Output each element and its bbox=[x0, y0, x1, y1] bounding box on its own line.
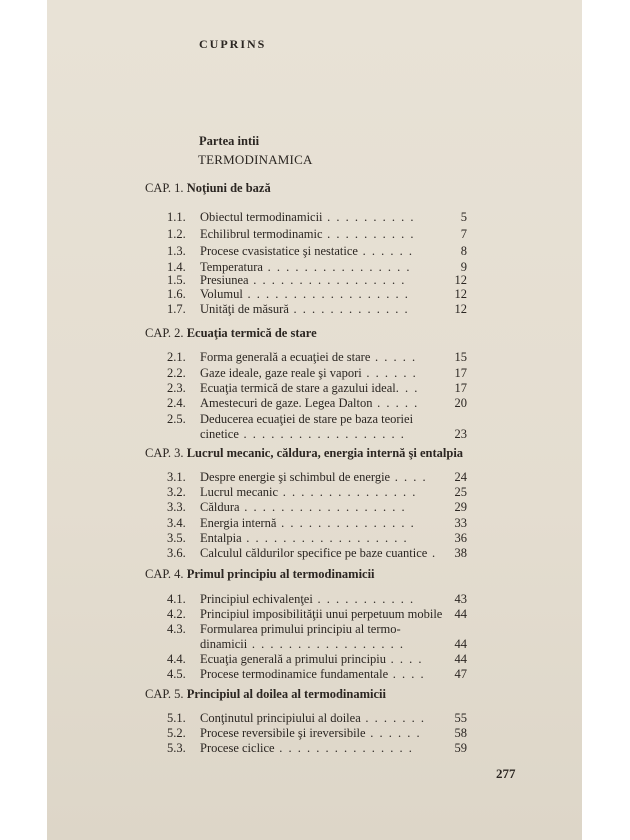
entry-text: Principiul imposibilităţii unui perpetuum mobile bbox=[200, 607, 443, 621]
entry-number: 5.2. bbox=[167, 726, 186, 740]
part-label: Partea intii bbox=[199, 134, 260, 148]
page-title: CUPRINS bbox=[199, 37, 267, 51]
entry-leader-dots: . . . . bbox=[388, 667, 426, 681]
entry-page: 25 bbox=[454, 485, 467, 499]
entry-title bbox=[200, 667, 425, 682]
entry-title bbox=[200, 366, 417, 381]
entry-title bbox=[200, 607, 442, 622]
entry-page: 47 bbox=[454, 667, 467, 681]
entry-number: 1.4. bbox=[167, 260, 186, 274]
entry-number: 3.4. bbox=[167, 516, 186, 530]
entry-number: 1.7. bbox=[167, 302, 186, 316]
entry-text: Temperatura bbox=[200, 260, 263, 274]
entry-title bbox=[200, 412, 413, 427]
entry-title bbox=[200, 210, 415, 225]
entry-title bbox=[200, 244, 413, 259]
entry-title bbox=[200, 470, 427, 485]
entry-page: 5 bbox=[460, 210, 467, 224]
entry-leader-dots: . . . . . . . . . . . . . . . . bbox=[262, 260, 411, 274]
entry-number: 1.1. bbox=[167, 210, 186, 224]
entry-number: 1.2. bbox=[167, 227, 186, 241]
entry-title bbox=[200, 485, 417, 500]
entry-page: 24 bbox=[454, 470, 467, 484]
entry-page: 12 bbox=[454, 287, 467, 301]
entry-text: Ecuaţia termică de stare a gazului ideal bbox=[200, 381, 396, 395]
chapter-number: CAP. 5. bbox=[145, 687, 184, 701]
entry-title bbox=[200, 592, 415, 607]
entry-leader-dots: . . . . . . . . . . . . . . . . . . bbox=[242, 287, 410, 301]
chapter-title: Ecuaţia termică de stare bbox=[186, 326, 317, 340]
entry-title bbox=[200, 531, 408, 546]
entry-page: 58 bbox=[454, 726, 467, 740]
entry-title bbox=[200, 227, 415, 242]
entry-number: 5.3. bbox=[167, 741, 186, 755]
entry-text: Procese reversibile şi ireversibile bbox=[200, 726, 366, 740]
entry-leader-dots: . . . . . . . . . . . . . . . . . bbox=[248, 273, 406, 287]
entry-title bbox=[200, 516, 415, 531]
chapter-heading bbox=[145, 326, 317, 341]
entry-text: Despre energie şi schimbul de energie bbox=[200, 470, 391, 484]
entry-text: Presiunea bbox=[200, 273, 249, 287]
entry-title bbox=[200, 726, 421, 741]
entry-leader-dots: . . . . . . bbox=[357, 244, 414, 258]
entry-number: 2.4. bbox=[167, 396, 186, 410]
entry-page: 23 bbox=[454, 427, 467, 441]
entry-title bbox=[200, 350, 417, 365]
entry-title bbox=[200, 427, 405, 442]
entry-leader-dots: . . . . . . bbox=[365, 726, 422, 740]
entry-text: Amestecuri de gaze. Legea Dalton bbox=[200, 396, 373, 410]
entry-text: Calculul căldurilor specifice pe baze cuantice bbox=[200, 546, 428, 560]
chapter-heading bbox=[145, 446, 463, 461]
chapter-number: CAP. 1. bbox=[145, 181, 184, 195]
entry-page: 33 bbox=[454, 516, 467, 530]
chapter-number: CAP. 4. bbox=[145, 567, 184, 581]
chapter-title: Noţiuni de bază bbox=[186, 181, 271, 195]
entry-title bbox=[200, 637, 404, 652]
entry-text: Procese ciclice bbox=[200, 741, 275, 755]
entry-page: 12 bbox=[454, 302, 467, 316]
entry-page: 12 bbox=[454, 273, 467, 287]
entry-page: 43 bbox=[454, 592, 467, 606]
entry-number: 3.5. bbox=[167, 531, 186, 545]
entry-title bbox=[200, 302, 409, 317]
entry-number: 2.3. bbox=[167, 381, 186, 395]
chapter-heading bbox=[145, 181, 271, 196]
entry-title bbox=[200, 741, 413, 756]
entry-page: 17 bbox=[454, 366, 467, 380]
entry-number: 4.2. bbox=[167, 607, 186, 621]
entry-text: Procese cvasistatice şi nestatice bbox=[200, 244, 358, 258]
entry-number: 3.6. bbox=[167, 546, 186, 560]
entry-text: Obiectul termodinamicii bbox=[200, 210, 323, 224]
entry-leader-dots: . . . . . . . . . . . . . . . . . . bbox=[238, 427, 406, 441]
entry-number: 5.1. bbox=[167, 711, 186, 725]
entry-number: 2.1. bbox=[167, 350, 186, 364]
chapter-title: Principiul al doilea al termodinamicii bbox=[186, 687, 386, 701]
entry-text: Conţinutul principiului al doilea bbox=[200, 711, 361, 725]
entry-leader-dots: . bbox=[427, 546, 437, 560]
entry-text: Formularea primului principiu al termo- bbox=[200, 622, 401, 636]
chapter-number: CAP. 3. bbox=[145, 446, 184, 460]
page-number: 277 bbox=[496, 766, 516, 781]
entry-text: Ecuaţia generală a primului principiu bbox=[200, 652, 387, 666]
chapter-heading bbox=[145, 567, 375, 582]
entry-page: 20 bbox=[454, 396, 467, 410]
entry-text: Entalpia bbox=[200, 531, 242, 545]
entry-page: 15 bbox=[454, 350, 467, 364]
entry-page: 17 bbox=[454, 381, 467, 395]
entry-page: 9 bbox=[460, 260, 467, 274]
entry-leader-dots: . . . . . . . . . . . . . . . bbox=[278, 485, 417, 499]
entry-leader-dots: . . . bbox=[395, 381, 419, 395]
entry-number: 1.6. bbox=[167, 287, 186, 301]
entry-leader-dots: . . . . . . bbox=[361, 366, 418, 380]
entry-page: 8 bbox=[460, 244, 467, 258]
entry-number: 4.3. bbox=[167, 622, 186, 636]
entry-page: 7 bbox=[460, 227, 467, 241]
entry-title bbox=[200, 287, 409, 302]
entry-number: 3.3. bbox=[167, 500, 186, 514]
entry-text: Energia internă bbox=[200, 516, 277, 530]
entry-title bbox=[200, 273, 406, 288]
entry-leader-dots: . . . . bbox=[390, 470, 428, 484]
chapter-title: Lucrul mecanic, căldura, energia internă şi entalpia bbox=[186, 446, 464, 460]
book-page bbox=[47, 0, 582, 840]
entry-number: 1.3. bbox=[167, 244, 186, 258]
entry-text: Volumul bbox=[200, 287, 243, 301]
entry-leader-dots: . . . . . . . . . . . . . . . . . . bbox=[239, 500, 407, 514]
entry-page: 29 bbox=[454, 500, 467, 514]
entry-title bbox=[200, 381, 419, 396]
entry-number: 4.5. bbox=[167, 667, 186, 681]
entry-page: 44 bbox=[454, 607, 467, 621]
entry-number: 3.1. bbox=[167, 470, 186, 484]
entry-title bbox=[200, 546, 437, 561]
entry-text: Căldura bbox=[200, 500, 240, 514]
entry-leader-dots: . . . . . . . bbox=[360, 711, 426, 725]
entry-text: Lucrul mecanic bbox=[200, 485, 279, 499]
entry-leader-dots: . . . . . . . . . . . . . . . . . bbox=[247, 637, 405, 651]
entry-number: 3.2. bbox=[167, 485, 186, 499]
entry-leader-dots: . . . . . . . . . . . . . . . bbox=[274, 741, 414, 755]
entry-page: 55 bbox=[454, 711, 467, 725]
entry-title bbox=[200, 622, 401, 637]
chapter-number: CAP. 2. bbox=[145, 326, 184, 340]
entry-number: 1.5. bbox=[167, 273, 186, 287]
entry-leader-dots: . . . . . . . . . . . . . bbox=[288, 302, 410, 316]
entry-text: Principiul echivalenţei bbox=[200, 592, 313, 606]
entry-number: 4.1. bbox=[167, 592, 186, 606]
entry-leader-dots: . . . . . . . . . . . . . . . bbox=[276, 516, 416, 530]
entry-page: 38 bbox=[454, 546, 467, 560]
entry-text: Echilibrul termodinamic bbox=[200, 227, 323, 241]
entry-page: 59 bbox=[454, 741, 467, 755]
entry-number: 2.2. bbox=[167, 366, 186, 380]
entry-number: 2.5. bbox=[167, 412, 186, 426]
entry-leader-dots: . . . . . bbox=[372, 396, 419, 410]
entry-page: 44 bbox=[454, 652, 467, 666]
entry-title bbox=[200, 396, 419, 411]
part-title: TERMODINAMICA bbox=[198, 152, 313, 167]
chapter-title: Primul principiu al termodinamicii bbox=[186, 567, 375, 581]
entry-leader-dots: . . . . . . . . . . . bbox=[312, 592, 415, 606]
entry-leader-dots: . . . . . bbox=[370, 350, 417, 364]
entry-text: Forma generală a ecuaţiei de stare bbox=[200, 350, 371, 364]
entry-title bbox=[200, 711, 426, 726]
entry-text: Gaze ideale, gaze reale şi vapori bbox=[200, 366, 362, 380]
entry-page: 36 bbox=[454, 531, 467, 545]
entry-leader-dots: . . . . . . . . . . bbox=[322, 210, 416, 224]
entry-title bbox=[200, 652, 423, 667]
entry-text: Procese termodinamice fundamentale bbox=[200, 667, 389, 681]
entry-text: Deducerea ecuaţiei de stare pe baza teoriei bbox=[200, 412, 414, 426]
entry-text: Unităţi de măsură bbox=[200, 302, 289, 316]
entry-title bbox=[200, 500, 406, 515]
entry-leader-dots: . . . . . . . . . . . . . . . . . . bbox=[241, 531, 409, 545]
entry-text: cinetice bbox=[200, 427, 239, 441]
entry-text: dinamicii bbox=[200, 637, 248, 651]
entry-leader-dots: . . . . bbox=[386, 652, 424, 666]
chapter-heading bbox=[145, 687, 386, 702]
entry-leader-dots: . . . . . . . . . . bbox=[322, 227, 416, 241]
entry-page: 44 bbox=[454, 637, 467, 651]
entry-number: 4.4. bbox=[167, 652, 186, 666]
